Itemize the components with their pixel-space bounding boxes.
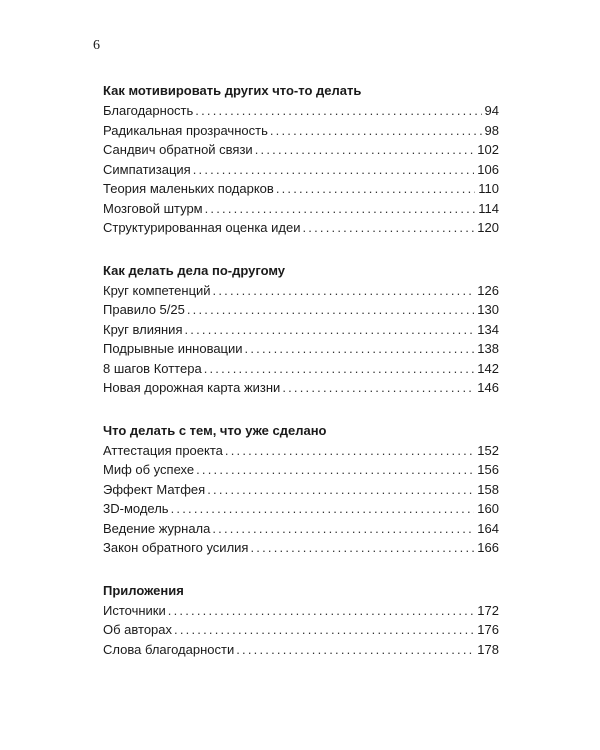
toc-section-doing-differently	[103, 260, 499, 398]
table-of-contents	[103, 80, 499, 681]
entry-title: Мозговой штурм	[103, 200, 203, 216]
entry-title: Симпатизация	[103, 161, 191, 177]
dot-leader	[245, 339, 475, 359]
toc-entry	[103, 460, 499, 480]
toc-entry	[103, 179, 499, 199]
toc-entry	[103, 499, 499, 519]
entry-page-number: 160	[477, 501, 499, 516]
toc-entry	[103, 480, 499, 500]
entry-page-number: 98	[484, 122, 499, 138]
dot-leader	[195, 101, 481, 121]
entry-page-number: 142	[477, 360, 499, 376]
toc-entry	[103, 601, 499, 621]
entry-page-number: 126	[477, 282, 499, 298]
toc-entry	[103, 378, 499, 398]
entry-page-number: 166	[477, 540, 499, 555]
toc-entry	[103, 140, 499, 160]
entry-page-number: 120	[477, 220, 499, 235]
entry-title: Эффект Матфея	[103, 481, 206, 497]
toc-entry	[103, 620, 499, 640]
entry-title: Слова благодарности	[103, 641, 235, 657]
entry-page-number: 130	[477, 302, 499, 317]
dot-leader	[168, 601, 475, 621]
entry-page-number: 176	[477, 622, 499, 637]
dot-leader	[236, 640, 474, 660]
entry-page-number: 164	[477, 520, 499, 536]
entry-title: Новая дорожная карта жизни	[103, 380, 281, 395]
toc-entry	[103, 101, 499, 121]
entry-page-number: 152	[477, 442, 499, 458]
dot-leader	[276, 179, 475, 199]
entry-page-number: 158	[477, 481, 499, 497]
section-title: Как мотивировать других что-то делать	[103, 83, 362, 98]
toc-section-motivation	[103, 80, 499, 238]
toc-entry	[103, 359, 499, 379]
entry-page-number: 134	[477, 321, 499, 337]
entry-title: Подрывные инновации	[103, 341, 243, 356]
dot-leader	[270, 121, 482, 141]
entry-title: 3D-модель	[103, 501, 169, 516]
entry-title: Аттестация проекта	[103, 442, 223, 458]
toc-section-appendices	[103, 580, 499, 660]
toc-entry	[103, 538, 499, 558]
toc-entry	[103, 300, 499, 320]
dot-leader	[282, 378, 474, 398]
section-title: Что делать с тем, что уже сделано	[103, 422, 327, 438]
entry-title: Благодарность	[103, 103, 194, 118]
dot-leader	[213, 281, 475, 301]
dot-leader	[187, 300, 474, 320]
entry-title: Миф об успехе	[103, 462, 195, 477]
entry-page-number: 146	[477, 380, 499, 395]
entry-title: Правило 5/25	[103, 302, 185, 317]
toc-entry	[103, 160, 499, 180]
toc-entry	[103, 199, 499, 219]
toc-entry	[103, 339, 499, 359]
toc-entry	[103, 640, 499, 660]
dot-leader	[303, 218, 475, 238]
dot-leader	[185, 320, 475, 340]
dot-leader	[193, 160, 475, 180]
toc-entry	[103, 281, 499, 301]
dot-leader	[255, 140, 475, 160]
entry-title: Ведение журнала	[103, 520, 211, 536]
entry-title: Источники	[103, 602, 166, 618]
toc-section-already-done	[103, 420, 499, 558]
entry-page-number: 138	[477, 341, 499, 356]
dot-leader	[212, 519, 474, 539]
entry-page-number: 172	[477, 602, 499, 618]
entry-page-number: 110	[478, 181, 499, 196]
dot-leader	[171, 499, 475, 519]
entry-title: Об авторах	[103, 622, 173, 637]
entry-title: Теория маленьких подарков	[103, 181, 274, 196]
entry-page-number: 102	[477, 142, 499, 157]
entry-title: Закон обратного усилия	[103, 540, 249, 555]
page-number: 6	[93, 38, 100, 53]
dot-leader	[250, 538, 474, 558]
dot-leader	[207, 480, 474, 500]
entry-page-number: 114	[478, 200, 499, 216]
dot-leader	[205, 199, 476, 219]
entry-title: Круг влияния	[103, 321, 183, 337]
entry-title: Структурированная оценка идеи	[103, 220, 301, 235]
entry-title: Радикальная прозрачность	[103, 122, 268, 138]
entry-page-number: 94	[484, 103, 499, 118]
toc-entry	[103, 519, 499, 539]
toc-entry	[103, 218, 499, 238]
toc-entry	[103, 441, 499, 461]
entry-title: Сандвич обратной связи	[103, 142, 253, 157]
dot-leader	[196, 460, 474, 480]
dot-leader	[174, 620, 474, 640]
entry-title: Круг компетенций	[103, 282, 211, 298]
entry-page-number: 156	[477, 462, 499, 477]
dot-leader	[225, 441, 474, 461]
section-title: Как делать дела по-другому	[103, 262, 286, 278]
entry-page-number: 178	[477, 641, 499, 657]
toc-entry	[103, 320, 499, 340]
section-title: Приложения	[103, 582, 184, 598]
entry-title: 8 шагов Коттера	[103, 360, 202, 376]
dot-leader	[204, 359, 475, 379]
entry-page-number: 106	[477, 161, 499, 177]
toc-entry	[103, 121, 499, 141]
